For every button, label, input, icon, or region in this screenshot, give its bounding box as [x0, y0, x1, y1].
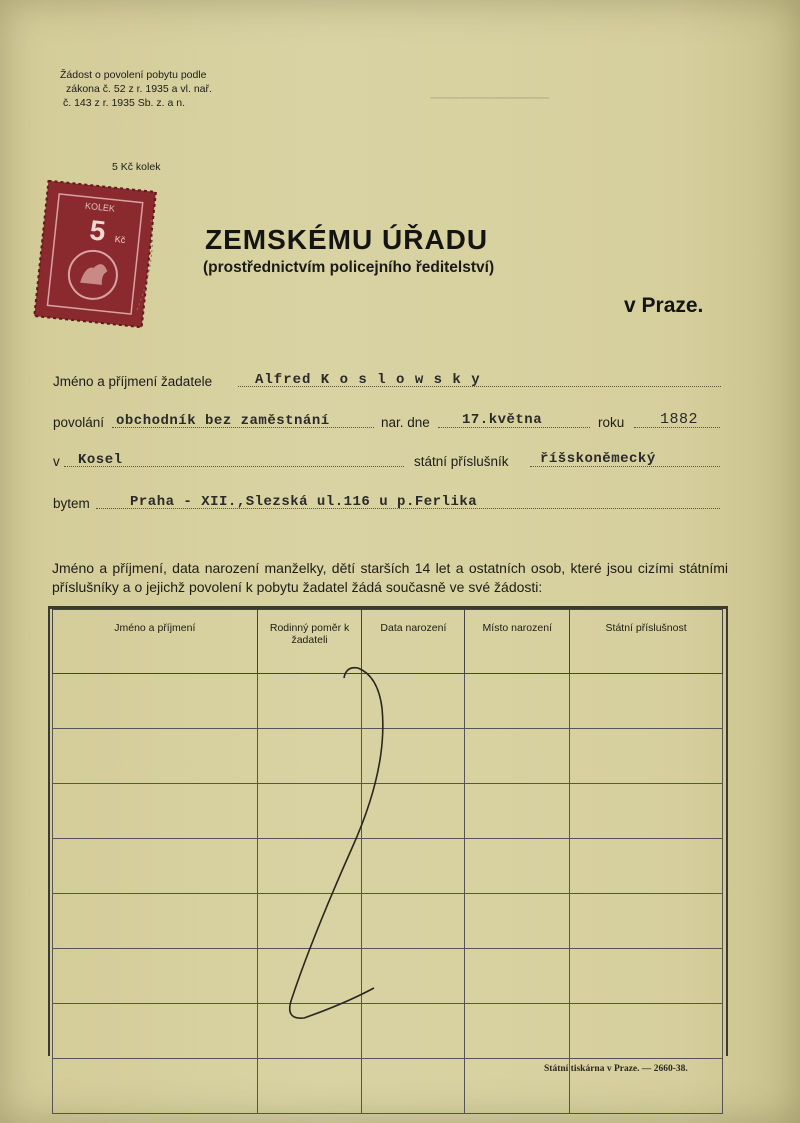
- table-cell: [53, 729, 258, 784]
- law-line-3: č. 143 z r. 1935 Sb. z. a n.: [63, 97, 185, 109]
- table-cell: [570, 839, 723, 894]
- table-cell: [570, 894, 723, 949]
- citizenship-label: státní příslušník: [414, 454, 509, 469]
- law-line-1: Žádost o povolení pobytu podle: [60, 69, 207, 81]
- table-cell: [465, 784, 570, 839]
- bleed-through-text: ▁▁▁▁▁▁▁▁▁▁▁▁▁▁▁▁▁▁: [430, 88, 550, 100]
- citizenship-value: říšskoněmecký: [540, 451, 656, 467]
- printer-footer: Státní tiskárna v Praze. — 2660-38.: [544, 1064, 688, 1074]
- residence-label: bytem: [53, 496, 90, 511]
- table-cell: [257, 1059, 362, 1114]
- col-header-name: Jméno a příjmení: [53, 610, 258, 674]
- residence-value: Praha - XII.,Slezská ul.116 u p.Ferlika: [130, 494, 478, 510]
- table-cell: [465, 729, 570, 784]
- revenue-stamp: [33, 180, 157, 330]
- table-cell: [570, 949, 723, 1004]
- stamp-value: 5: [88, 214, 107, 247]
- table-cell: [465, 839, 570, 894]
- occupation-value: obchodník bez zaměstnání: [116, 413, 330, 429]
- law-reference: [60, 68, 250, 110]
- table-cell: [465, 894, 570, 949]
- stamp-currency: Kč: [114, 234, 126, 246]
- name-value: Alfred K o s l o w s k y: [255, 372, 481, 388]
- table-cell: [53, 894, 258, 949]
- col-header-relation: Rodinný poměr k žadateli: [257, 610, 362, 674]
- year-label: roku: [598, 415, 625, 430]
- addressee-title: ZEMSKÉMU ÚŘADU: [205, 224, 489, 255]
- col-header-birth-date: Data narození: [362, 610, 465, 674]
- table-cell: [570, 1004, 723, 1059]
- table-cell: [53, 1004, 258, 1059]
- year-value: 1882: [660, 411, 699, 428]
- born-label: nar. dne: [381, 415, 430, 430]
- addressee-subtitle: (prostřednictvím policejního ředitelství): [203, 259, 495, 276]
- table-cell: [53, 949, 258, 1004]
- table-cell: [53, 674, 258, 729]
- name-label: Jméno a příjmení žadatele: [53, 374, 213, 389]
- law-line-2: zákona č. 52 z r. 1935 a vl. nař.: [66, 83, 212, 95]
- stamp-note: 5 Kč kolek: [112, 161, 161, 173]
- table-cell: [53, 784, 258, 839]
- table-cell: [570, 784, 723, 839]
- table-cell: [53, 1059, 258, 1114]
- table-cell: [465, 949, 570, 1004]
- table-cell: [465, 674, 570, 729]
- col-header-birth-place: Místo narození: [465, 610, 570, 674]
- table-cell: [570, 674, 723, 729]
- table-cell: [570, 729, 723, 784]
- addressee-city: v Praze.: [624, 294, 704, 317]
- occupation-label: povolání: [53, 415, 105, 430]
- place-value: Kosel: [78, 452, 123, 468]
- stamp-text: KOLEK: [84, 200, 116, 214]
- col-header-citizenship: Státní příslušnost: [570, 610, 723, 674]
- pen-stroke: [290, 668, 383, 1018]
- handwritten-strike-mark: [260, 655, 390, 1025]
- table-cell: [465, 1004, 570, 1059]
- table-cell: [53, 839, 258, 894]
- born-value: 17.května: [462, 412, 543, 428]
- place-label: v: [53, 454, 60, 469]
- table-cell: [362, 1059, 465, 1114]
- instructions-text: Jméno a příjmení, data narození manželky, dětí starších 14 let a ostatních osob, které jsou cizími státními příslušníky a o jejichž povolení k pobytu žadatel žádá současně ve své žádosti:: [52, 560, 728, 595]
